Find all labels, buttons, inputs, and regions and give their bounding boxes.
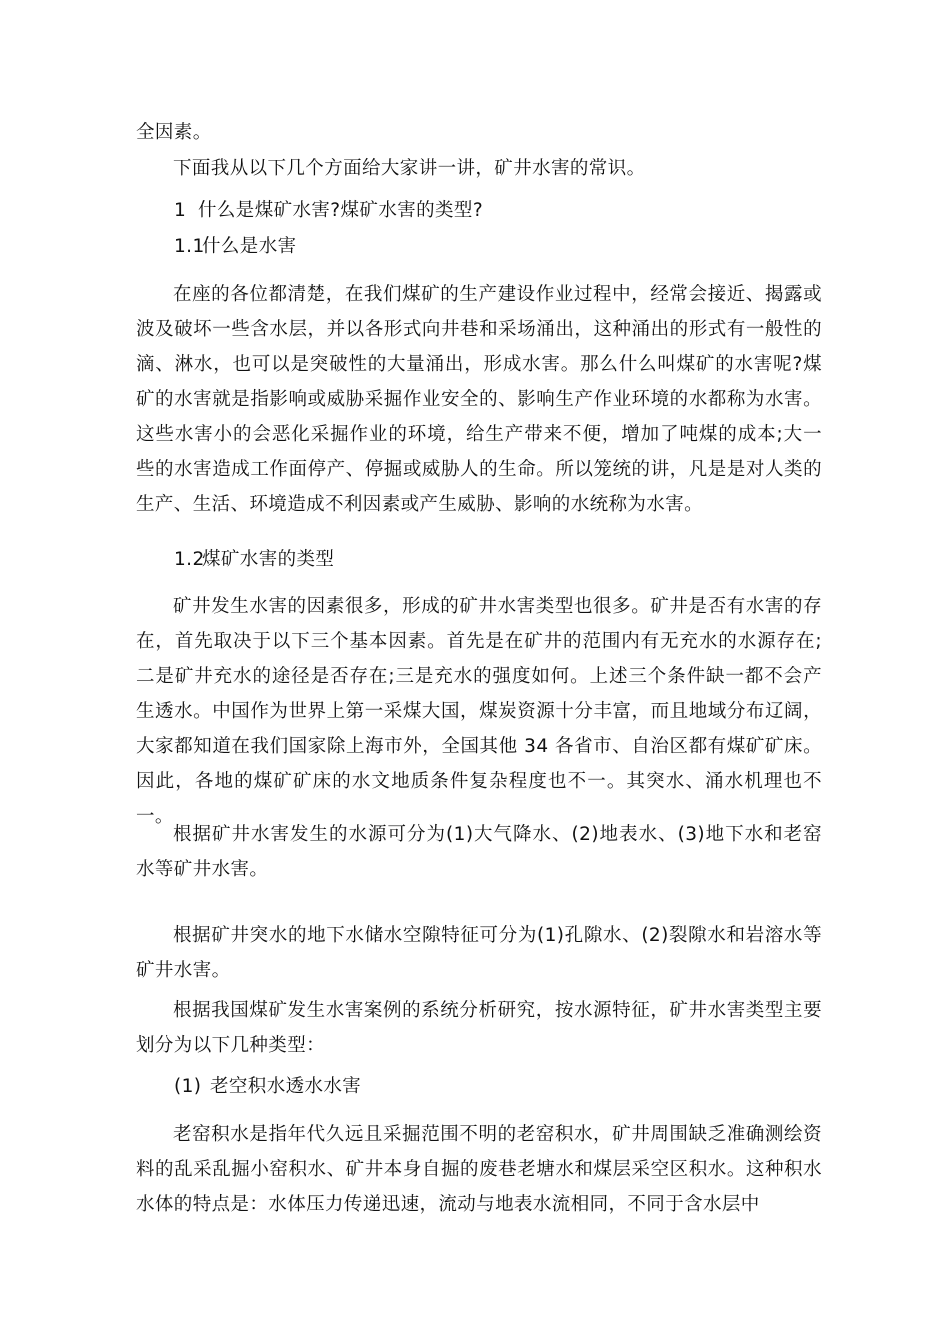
paragraph-intro: 下面我从以下几个方面给大家讲一讲，矿井水害的常识。 bbox=[173, 158, 646, 179]
list-heading-1-number: (1) bbox=[174, 1076, 202, 1097]
paragraph-classification: 根据我国煤矿发生水害案例的系统分析研究，按水源特征，矿井水害类型主要划分为以下几种类型： bbox=[136, 1000, 822, 1056]
paragraph-continuation: 全因素。 bbox=[136, 122, 212, 143]
section-heading-1-title: 什么是煤矿水害?煤矿水害的类型? bbox=[198, 200, 484, 221]
paragraph-hazard-factors: 矿井发生水害的因素很多，形成的矿井水害类型也很多。矿井是否有水害的存在，首先取决于以下三个基本因素。首先是在矿井的范围内有无充水的水源存在;二是矿井充水的途径是否存在;三是充水的强度如何。上述三个条件缺一都不会产生透水。中国作为世界上第一采煤大国，煤炭资源十分丰富，而且地域分布辽阔，大家都知道在我们国家除上海市外，全国其他 34 各省市、自治区都有煤矿矿床。因此，各地的煤矿矿床的水文地质条件复杂程度也不一。其突水、涌水机理也不一。 bbox=[136, 596, 822, 827]
paragraph-what-is-water-hazard: 在座的各位都清楚，在我们煤矿的生产建设作业过程中，经常会接近、揭露或波及破坏一些含水层，并以各形式向井巷和采场涌出，这种涌出的形式有一般性的滴、淋水，也可以是突破性的大量涌出，形成水害。那么什么叫煤矿的水害呢?煤矿的水害就是指影响或威胁采掘作业安全的、影响生产作业环境的水都称为水害。这些水害小的会恶化采掘作业的环境，给生产带来不便，增加了吨煤的成本;大一些的水害造成工作面停产、停掘或威胁人的生命。所以笼统的讲，凡是是对人类的生产、生活、环境造成不利因素或产生威胁、影响的水统称为水害。 bbox=[136, 284, 822, 515]
section-heading-1-1-number: 1.1 bbox=[174, 236, 205, 257]
section-heading-1-2-title: 煤矿水害的类型 bbox=[202, 549, 335, 570]
section-heading-1-1-title: 什么是水害 bbox=[202, 236, 297, 257]
paragraph-by-water-source: 根据矿井水害发生的水源可分为(1)大气降水、(2)地表水、(3)地下水和老窑水等矿井水害。 bbox=[136, 824, 822, 880]
list-heading-1-title: 老空积水透水水害 bbox=[210, 1076, 362, 1097]
paragraph-by-void-type: 根据矿井突水的地下水储水空隙特征可分为(1)孔隙水、(2)裂隙水和岩溶水等矿井水害。 bbox=[136, 925, 822, 981]
paragraph-old-goaf-water: 老窑积水是指年代久远且采掘范围不明的老窑积水，矿井周围缺乏准确测绘资料的乱采乱掘小窑积水、矿井本身自掘的废巷老塘水和煤层采空区积水。这种积水水体的特点是：水体压力传递迅速，流动与地表水流相同，不同于含水层中 bbox=[136, 1124, 822, 1215]
section-heading-1-2 bbox=[174, 542, 334, 577]
list-heading-1 bbox=[174, 1069, 361, 1104]
section-heading-1 bbox=[174, 193, 483, 228]
section-heading-1-2-number: 1.2 bbox=[174, 549, 205, 570]
section-heading-1-number: 1 bbox=[174, 200, 187, 221]
section-heading-1-1 bbox=[174, 229, 297, 264]
